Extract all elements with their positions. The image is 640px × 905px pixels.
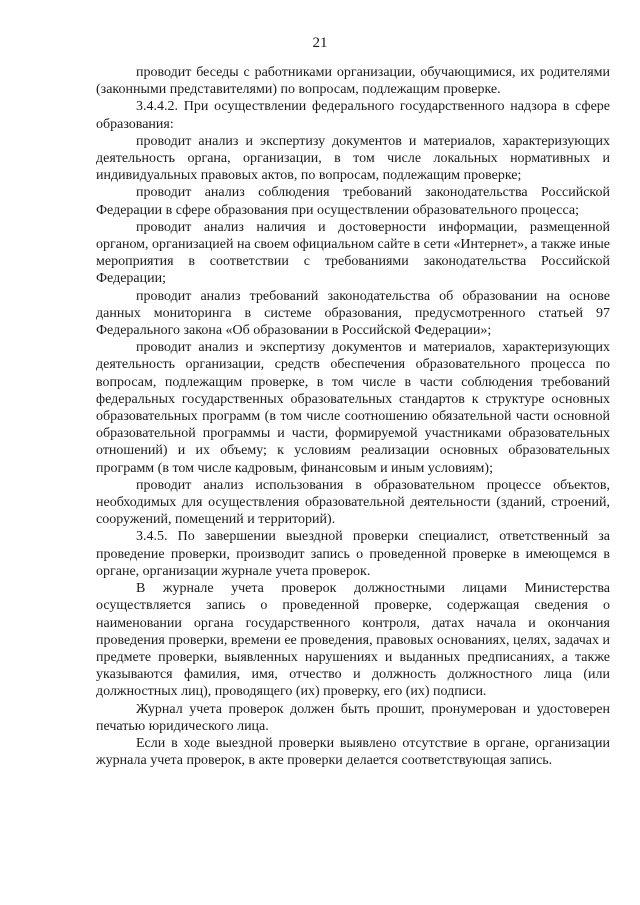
paragraph: проводит анализ требований законодательства об образовании на основе данных мониторинга в системе образования, предусмотренного статьей 97 Федерального закона «Об образовании в Российской Федерации»;: [96, 288, 610, 339]
paragraph: проводит анализ и экспертизу документов и материалов, характеризующих деятельность организации, средств обеспечения образовательного процесса по вопросам, подлежащим проверке, в том числе в части соблюдения требований федеральных государственных образовательных стандартов к структуре основных образовательных программ (в том числе соотношению обязательной части основной образовательной программы и части, формируемой участниками образовательных отношений) и их объему; к условиям реализации основных образовательных программ (в том числе кадровым, финансовым и иным условиям);: [96, 340, 610, 476]
paragraph: проводит анализ соблюдения требований законодательства Российской Федерации в сфере образования при осуществлении образовательного процесса;: [96, 185, 610, 218]
document-body: [96, 64, 610, 769]
paragraph: 3.4.4.2. При осуществлении федерального государственного надзора в сфере образования:: [96, 99, 610, 132]
paragraph: проводит анализ использования в образовательном процессе объектов, необходимых для осуществления образовательной деятельности (зданий, строений, сооружений, помещений и территорий).: [96, 477, 610, 528]
paragraph: проводит анализ наличия и достоверности информации, размещенной органом, организацией на своем официальном сайте в сети «Интернет», а также иные мероприятия в соответствии с требованиями законодательства Российской Федерации;: [96, 219, 610, 287]
paragraph: Если в ходе выездной проверки выявлено отсутствие в органе, организации журнала учета проверок, в акте проверки делается соответствующая запись.: [96, 735, 610, 769]
paragraph: проводит анализ и экспертизу документов и материалов, характеризующих деятельность органа, организации, в том числе локальных нормативных и индивидуальных правовых актов, по вопросам, подлежащим проверке;: [96, 133, 610, 184]
paragraph: проводит беседы с работниками организации, обучающимися, их родителями (законными представителями) по вопросам, подлежащим проверке.: [96, 65, 610, 98]
paragraph: Журнал учета проверок должен быть прошит, пронумерован и удостоверен печатью юридического лица.: [96, 701, 610, 734]
page-number: 21: [312, 35, 328, 51]
paragraph: В журнале учета проверок должностными лицами Министерства осуществляется запись о проведенной проверке, содержащая сведения о наименовании органа государственного контроля, датах начала и окончания проведения проверки, времени ее проведения, правовых основаниях, целях, задачах и предмете проверки, выявленных нарушениях и выданных предписаниях, а также указываются фамилия, имя, отчество и должность должностного лица (или должностных лиц), проводящего (их) проверку, его (их) подписи.: [96, 581, 610, 700]
paragraph: 3.4.5. По завершении выездной проверки специалист, ответственный за проведение проверки, производит запись о проведенной проверке в имеющемся в органе, организации журнале учета проверок.: [96, 529, 610, 579]
